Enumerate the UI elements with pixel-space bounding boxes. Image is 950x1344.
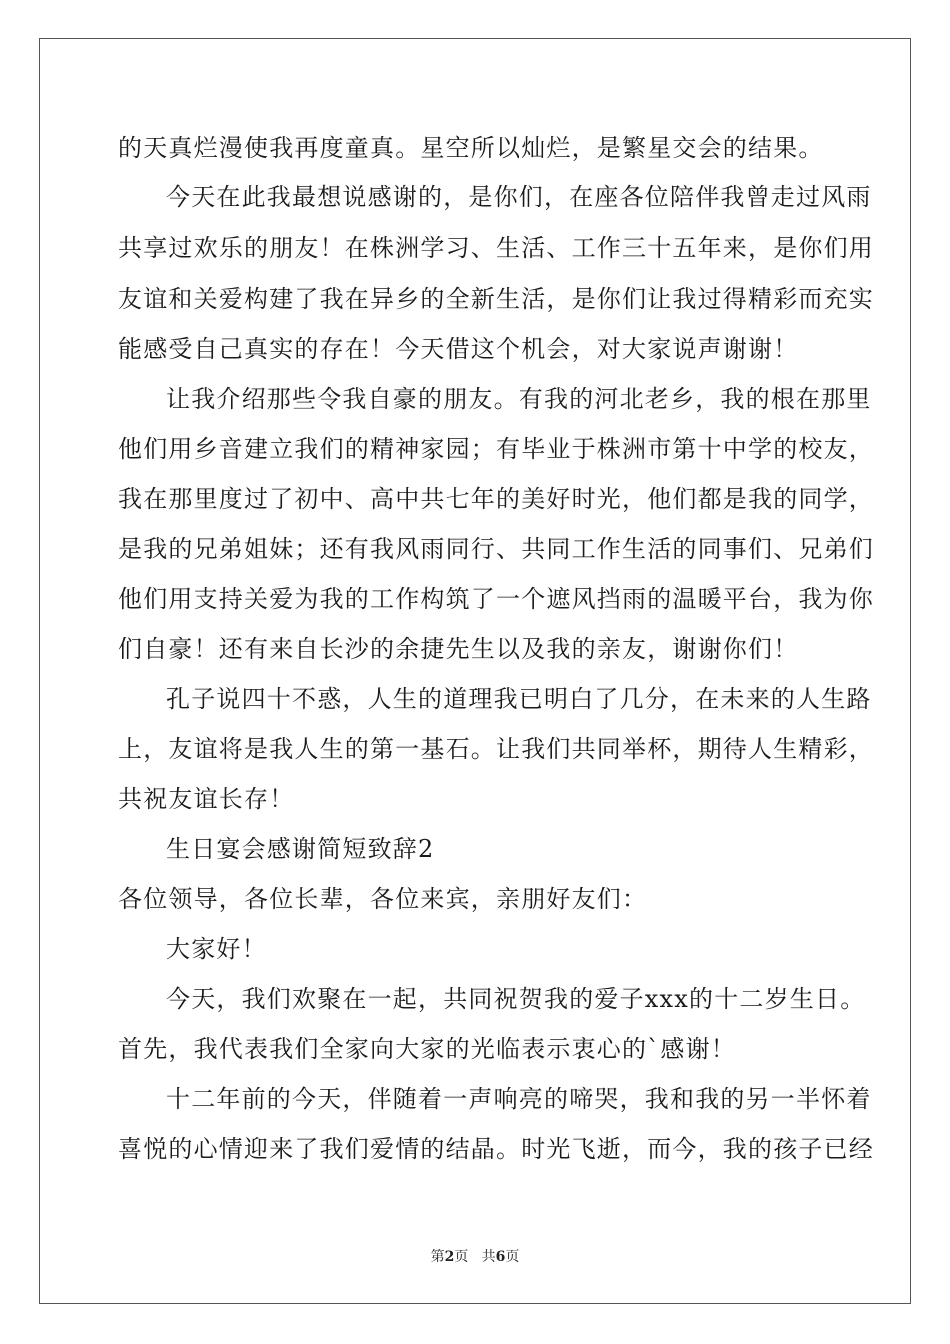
section-heading: 生日宴会感谢简短致辞2 bbox=[166, 835, 435, 863]
text-line: 孔子说四十不惑，人生的道理我已明白了几分，在未来的人生路 bbox=[166, 685, 872, 713]
text-line: 各位领导，各位长辈，各位来宾，亲朋好友们： bbox=[118, 885, 648, 913]
text-line: 的天真烂漫使我再度童真。星空所以灿烂，是繁星交会的结果。 bbox=[118, 134, 824, 162]
current-page-number: 2 bbox=[444, 1249, 455, 1265]
text-line: 共祝友谊长存！ bbox=[118, 785, 295, 813]
footer-prefix: 第 bbox=[430, 1249, 445, 1265]
text-line: 今天在此我最想说感谢的，是你们，在座各位陪伴我曾走过风雨 bbox=[166, 183, 872, 211]
text-line: 友谊和关爱构建了我在异乡的全新生活，是你们让我过得精彩而充实 bbox=[118, 285, 874, 313]
text-line: 能感受自己真实的存在！今天借这个机会，对大家说声谢谢！ bbox=[118, 335, 799, 363]
text-line: 他们用乡音建立我们的精神家园；有毕业于株洲市第十中学的校友， bbox=[118, 435, 874, 463]
footer-page-unit: 页 bbox=[454, 1249, 469, 1265]
page-border bbox=[39, 38, 911, 1304]
text-line: 是我的兄弟姐妹；还有我风雨同行、共同工作生活的同事们、兄弟们 bbox=[118, 535, 874, 563]
text-line: 他们用支持关爱为我的工作构筑了一个遮风挡雨的温暖平台，我为你 bbox=[118, 585, 874, 613]
text-line: 今天，我们欢聚在一起，共同祝贺我的爱子xxx的十二岁生日。 bbox=[166, 985, 866, 1013]
footer-total-prefix: 共 bbox=[481, 1249, 496, 1265]
text-line: 大家好！ bbox=[166, 935, 267, 963]
text-line: 十二年前的今天，伴随着一声响亮的啼哭，我和我的另一半怀着 bbox=[166, 1085, 872, 1113]
text-line: 首先，我代表我们全家向大家的光临表示衷心的`感谢！ bbox=[118, 1035, 736, 1063]
page-footer bbox=[0, 1246, 950, 1266]
text-line: 喜悦的心情迎来了我们爱情的结晶。时光飞逝，而今，我的孩子已经 bbox=[118, 1135, 874, 1163]
text-line: 们自豪！还有来自长沙的余捷先生以及我的亲友，谢谢你们！ bbox=[118, 635, 799, 663]
text-line: 上，友谊将是我人生的第一基石。让我们共同举杯，期待人生精彩， bbox=[118, 735, 874, 763]
footer-total-unit: 页 bbox=[505, 1249, 520, 1265]
total-page-number: 6 bbox=[495, 1249, 506, 1265]
text-line: 我在那里度过了初中、高中共七年的美好时光，他们都是我的同学， bbox=[118, 485, 874, 513]
text-line: 让我介绍那些令我自豪的朋友。有我的河北老乡，我的根在那里 bbox=[166, 385, 872, 413]
text-line: 共享过欢乐的朋友！在株洲学习、生活、工作三十五年来，是你们用 bbox=[118, 234, 874, 262]
